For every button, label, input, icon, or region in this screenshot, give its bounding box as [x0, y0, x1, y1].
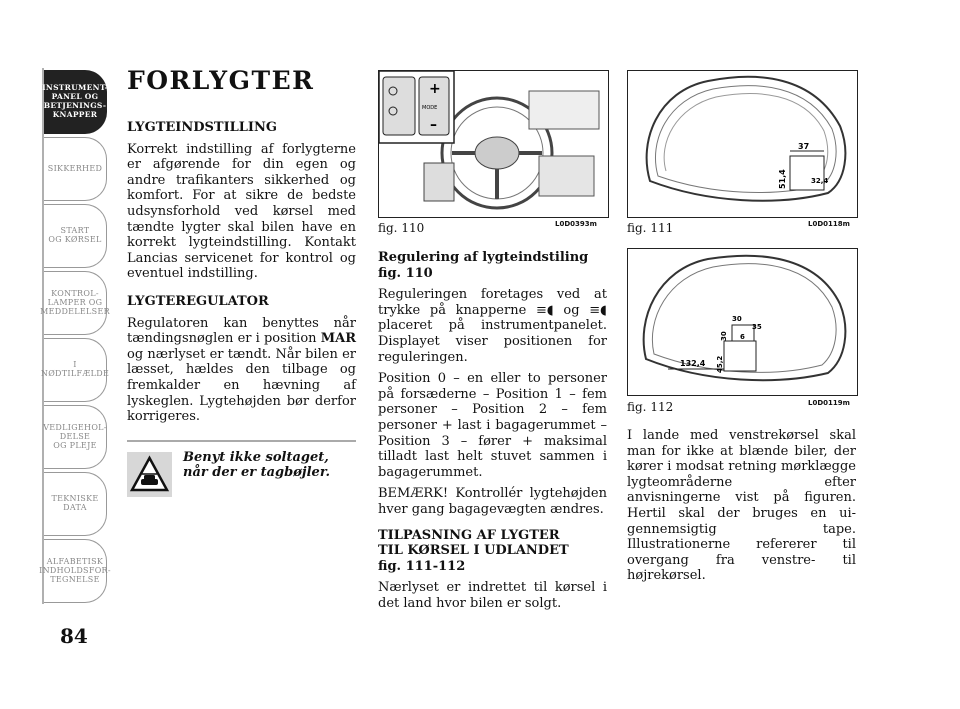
page-title: FORLYGTER [127, 66, 315, 95]
section-title-tilpasning-fig: fig. 111-112 [378, 558, 466, 574]
fig110-minus-symbol: – [430, 117, 437, 133]
paragraph-tilpasning: Nærlyset er indrettet til kørsel i det land hvor bilen er solgt. [378, 580, 607, 611]
section-title-tilpasning-1: TILPASNING AF LYGTER [378, 527, 560, 543]
section-title-regulering: Regulering af lygteindstiling [378, 250, 589, 265]
section-title-lygteregulator: LYGTEREGULATOR [127, 293, 269, 309]
tab-indholdsfortegnelse[interactable]: ALFABETISK INDHOLDSFOR- TEGNELSE [42, 537, 108, 604]
figure-112-headlight [627, 248, 858, 396]
warning-car-icon [127, 452, 172, 497]
headlight-up-icon: ≡◖ [535, 302, 554, 318]
warning-box [127, 440, 356, 480]
fig111-dim-a: 37 [798, 142, 810, 151]
tab-sikkerhed[interactable]: SIKKERHED [42, 135, 108, 202]
dashboard-illustration [379, 71, 608, 217]
headlight-down-icon: ≡◖ [589, 302, 607, 318]
fig112-dim-f: 45,2 [716, 355, 724, 373]
page-number: 84 [60, 624, 88, 648]
paragraph-regulering: Reguleringen foretages ved at trykke på knapperne ≡◖ og ≡◖ placeret på instrumentpanelet. Displayet viser positionen for reguleringen. [378, 287, 607, 365]
column-1 [127, 120, 356, 431]
tab-instrumentpanel[interactable]: INSTRUMENT- PANEL OG BETJENINGS- KNAPPER [42, 68, 108, 135]
fig112-dim-e: 132,4 [680, 359, 706, 368]
figure-110-dashboard [378, 70, 609, 218]
tab-start-og-korsel[interactable]: START OG KØRSEL [42, 202, 108, 269]
figure-111-headlight [627, 70, 858, 218]
paragraph-lygteindstilling: Korrekt indstilling af forlygterne er afgørende for din egen og andre trafikanters sikkerhed og komfort. For at sikre de bedste udsynsforhold ved kørsel med tændte lygter skal bilen have en korrekt lygteindstilling. Kontakt Lancias servicenet for kontrol og eventuel indstilling. [127, 141, 356, 282]
figure-110-caption: fig. 110 [378, 221, 425, 235]
paragraph-positions: Position 0 – en eller to personer på forsæderne – Position 1 – fem personer – Position 2 – fem personer + last i bagagerummet – Position 3 – fører + maksimal tilladt last helt stuvet sammen i bagagerummet. [378, 371, 607, 480]
headlight-outline-112 [628, 249, 857, 395]
section-title-tilpasning-2: TIL KØRSEL I UDLANDET [378, 543, 569, 559]
fig112-dim-c: 30 [732, 315, 742, 323]
tab-tekniske-data[interactable]: TEKNISKE DATA [42, 470, 108, 537]
tab-nodtilfaelde[interactable]: I NØDTILFÆLDE [42, 336, 108, 403]
fig110-mode-label: MODE [422, 105, 438, 111]
paragraph-venstrekorsel: I lande med venstrekørsel skal man for ikke at blænde biler, der kører i modsat retning mørklægge lygteområderne efter anvisningerne vist på figuren. Hertil skal der bruges en ui-gennemsigtig tape. Illustrationerne refererer til overgang fra venstre- til højrekørsel. [627, 428, 856, 584]
tab-kontrollamper[interactable]: KONTROL- LAMPER OG MEDDELELSER [42, 269, 108, 336]
fig112-dim-b: 30 [720, 331, 728, 341]
fig112-dim-a: 35 [752, 323, 762, 331]
warning-text: Benyt ikke soltaget, når der er tagbøjler. [183, 450, 331, 480]
fig112-dim-d: 6 [740, 333, 745, 341]
fig110-plus-symbol: + [429, 81, 441, 97]
paragraph-lygteregulator: Regulatoren kan benyttes når tændingsnøglen er i position MAR og nærlyset er tændt. Når bilen er læsset, hældes den tilbage og fremkalder en hævning af lyskeglen. Lygtehøjden bør derfor korrigeres. [127, 315, 356, 425]
chapter-sidebar [39, 68, 111, 604]
figure-112-caption: fig. 112 [627, 400, 674, 414]
figure-112-code: L0D0119m [808, 399, 850, 407]
fig111-dim-b: 51,4 [778, 169, 787, 189]
fig111-dim-c: 32,4 [811, 177, 829, 185]
figure-111-caption: fig. 111 [627, 221, 674, 235]
column-2 [378, 250, 607, 617]
headlight-outline-111 [628, 71, 857, 217]
tab-vedligeholdelse[interactable]: VEDLIGEHOL- DELSE OG PLEJE [42, 403, 108, 470]
paragraph-note: BEMÆRK! Kontrollér lygtehøjden hver gang bagagevægten ændres. [378, 486, 607, 517]
figure-110-code: L0D0393m [555, 220, 597, 228]
key-mar: MAR [320, 331, 356, 347]
section-title-lygteindstilling: LYGTEINDSTILLING [127, 120, 278, 135]
figure-111-code: L0D0118m [808, 220, 850, 228]
section-title-regulering-fig: fig. 110 [378, 265, 433, 281]
column-3 [627, 428, 856, 590]
